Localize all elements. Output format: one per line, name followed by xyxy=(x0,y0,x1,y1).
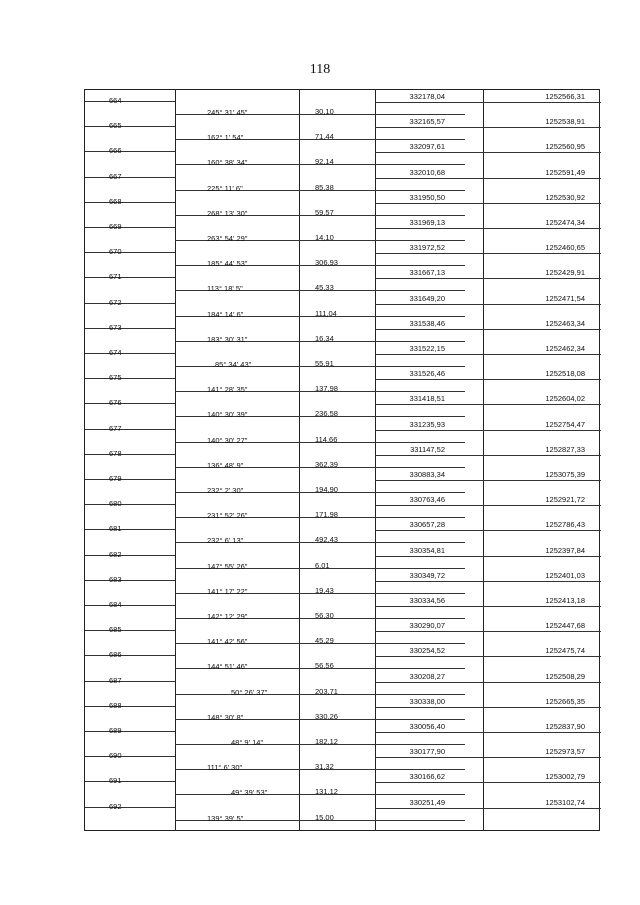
table-row xyxy=(85,745,599,773)
coordinate-y: 1252508,29 xyxy=(545,671,585,681)
table-row xyxy=(85,166,599,191)
bearing-angle: 85° 34' 43" xyxy=(215,360,252,369)
coordinate-x: 330763,46 xyxy=(409,495,445,505)
point-id: 674 xyxy=(109,348,122,357)
table-row xyxy=(85,140,599,168)
point-id: 673 xyxy=(109,322,122,332)
table-row xyxy=(85,216,599,241)
coordinate-y: 1252973,57 xyxy=(545,747,585,757)
segment-distance: 236,58 xyxy=(315,409,338,419)
bearing-angle: 263° 54' 29" xyxy=(207,234,248,243)
coordinate-x: 330657,28 xyxy=(409,520,445,530)
bearing-angle: 49° 39' 53" xyxy=(231,788,268,798)
coordinate-y: 1253102,74 xyxy=(545,797,585,807)
bearing-angle: 225° 11' 6" xyxy=(207,183,243,193)
row-rule xyxy=(375,253,601,254)
row-rule xyxy=(85,555,175,556)
row-rule xyxy=(85,580,175,581)
coordinate-y: 1252462,34 xyxy=(545,344,585,353)
row-rule xyxy=(85,655,175,656)
point-id: 692 xyxy=(109,801,122,811)
row-rule xyxy=(85,252,175,253)
coordinate-y: 1252413,18 xyxy=(545,596,585,605)
row-rule xyxy=(375,329,601,330)
coordinate-x: 331522,15 xyxy=(409,344,445,353)
coordinate-x: 330254,52 xyxy=(409,646,445,656)
row-rule xyxy=(85,504,175,505)
point-id: 687 xyxy=(109,675,122,685)
segment-distance: 56,30 xyxy=(315,611,334,620)
segment-distance: 30,10 xyxy=(315,107,334,116)
row-rule xyxy=(375,581,601,582)
coordinate-x: 331649,20 xyxy=(409,293,445,303)
point-id: 677 xyxy=(109,423,122,433)
coordinate-x: 332097,61 xyxy=(409,142,445,152)
point-id: 672 xyxy=(109,297,122,307)
row-rule xyxy=(85,126,175,127)
coordinate-x: 332010,68 xyxy=(409,167,445,177)
row-rule xyxy=(375,505,601,506)
bearing-angle: 136° 48' 9" xyxy=(207,460,244,470)
coordinate-y: 1252460,65 xyxy=(545,243,585,253)
row-rule xyxy=(85,781,175,782)
point-id: 675 xyxy=(109,373,122,383)
point-id: 684 xyxy=(109,600,122,609)
row-rule xyxy=(375,178,601,179)
bearing-angle: 232° 2' 30" xyxy=(207,486,244,495)
coordinate-y: 1252837,90 xyxy=(545,722,585,731)
bearing-angle: 111° 6' 30" xyxy=(207,763,243,773)
coordinate-table xyxy=(84,89,600,831)
page-number: 118 xyxy=(309,62,331,77)
table-row xyxy=(85,443,599,468)
bearing-angle: 139° 39' 5" xyxy=(207,813,244,823)
coordinate-x: 331972,52 xyxy=(409,243,445,253)
coordinate-y: 1252471,54 xyxy=(545,293,585,303)
coordinate-x: 332178,04 xyxy=(409,92,445,101)
coordinate-x: 330338,00 xyxy=(409,696,445,706)
coordinate-x: 330290,07 xyxy=(409,621,445,631)
bearing-angle: 142° 12' 29" xyxy=(207,612,248,621)
coordinate-x: 330883,34 xyxy=(409,470,445,479)
table-row xyxy=(85,266,599,294)
table-row xyxy=(85,569,599,594)
point-id: 685 xyxy=(109,625,122,635)
bearing-angle: 140° 30' 27" xyxy=(207,435,248,445)
bearing-angle: 162° 1' 54" xyxy=(207,133,244,143)
point-id: 689 xyxy=(109,726,122,735)
row-rule xyxy=(85,202,175,203)
coordinate-y: 1252397,84 xyxy=(545,545,585,555)
row-rule xyxy=(375,682,601,683)
table-row xyxy=(85,695,599,720)
row-rule xyxy=(375,707,601,708)
coordinate-y: 1252518,08 xyxy=(545,369,585,379)
row-rule xyxy=(85,277,175,278)
segment-distance: 55,91 xyxy=(315,359,334,368)
coordinate-x: 330354,81 xyxy=(409,545,445,555)
coordinate-x: 330208,27 xyxy=(409,671,445,681)
row-rule xyxy=(375,354,601,355)
point-id: 668 xyxy=(109,196,122,206)
table-row xyxy=(85,644,599,672)
table-row xyxy=(85,241,599,269)
coordinate-y: 1252921,72 xyxy=(545,495,585,505)
row-rule xyxy=(85,227,175,228)
row-rule xyxy=(85,403,175,404)
row-rule xyxy=(375,203,601,204)
coordinate-y: 1252591,49 xyxy=(545,167,585,177)
row-rule xyxy=(85,378,175,379)
row-rule xyxy=(375,631,601,632)
point-id: 664 xyxy=(109,96,122,105)
segment-distance: 59,57 xyxy=(315,207,334,217)
row-rule xyxy=(375,228,601,229)
coordinate-y: 1252827,33 xyxy=(545,444,585,454)
row-rule xyxy=(85,681,175,682)
bearing-angle: 231° 52' 26" xyxy=(207,511,248,521)
segment-distance: 92,14 xyxy=(315,157,334,167)
row-rule xyxy=(85,353,175,354)
table-row xyxy=(85,292,599,317)
coordinate-y: 1252786,43 xyxy=(545,520,585,530)
table-row xyxy=(85,796,599,821)
segment-distance: 15,00 xyxy=(315,812,334,822)
coordinate-y: 1253002,79 xyxy=(545,772,585,782)
row-rule xyxy=(85,807,175,808)
coordinate-x: 331147,52 xyxy=(410,444,445,454)
coordinate-y: 1252474,34 xyxy=(545,218,585,227)
table-row xyxy=(85,90,599,115)
row-rule xyxy=(375,127,601,128)
bearing-angle: 141° 17' 22" xyxy=(207,586,248,596)
segment-distance: 14,10 xyxy=(315,233,334,242)
coordinate-y: 1252475,74 xyxy=(545,646,585,656)
segment-distance: 19,43 xyxy=(315,585,334,595)
row-rule xyxy=(85,756,175,757)
point-id: 669 xyxy=(109,222,122,231)
bearing-angle: 147° 55' 26" xyxy=(207,561,248,571)
coordinate-y: 1252401,03 xyxy=(545,570,585,580)
point-id: 680 xyxy=(109,499,122,509)
row-rule xyxy=(85,605,175,606)
coordinate-x: 331667,13 xyxy=(409,268,445,278)
row-rule xyxy=(375,379,601,380)
bearing-angle: 148° 30' 8" xyxy=(207,712,244,722)
coordinate-x: 331969,13 xyxy=(409,218,445,227)
coordinate-x: 330251,49 xyxy=(409,797,445,807)
bearing-angle: 50° 26' 37" xyxy=(231,687,268,697)
row-rule xyxy=(375,530,601,531)
coordinate-x: 332165,57 xyxy=(409,117,445,127)
table-row xyxy=(85,670,599,695)
coordinate-x: 330177,90 xyxy=(409,747,445,757)
row-rule xyxy=(85,101,175,102)
row-rule xyxy=(85,706,175,707)
table-row xyxy=(85,544,599,569)
segment-distance: 131,12 xyxy=(315,787,338,797)
row-rule xyxy=(375,656,601,657)
segment-distance: 45,33 xyxy=(315,283,334,293)
coordinate-x: 331538,46 xyxy=(409,318,445,328)
row-rule xyxy=(375,102,601,103)
row-rule xyxy=(85,529,175,530)
coordinate-y: 1253075,39 xyxy=(545,470,585,479)
row-rule xyxy=(375,430,601,431)
coordinate-x: 331235,93 xyxy=(409,419,445,429)
row-rule xyxy=(375,606,601,607)
bearing-angle: 141° 28' 35" xyxy=(207,385,248,395)
bearing-angle: 141° 42' 56" xyxy=(207,637,248,647)
table-row xyxy=(85,493,599,521)
segment-distance: 306,93 xyxy=(315,258,338,268)
coordinate-x: 331526,46 xyxy=(409,369,445,379)
coordinate-y: 1252463,34 xyxy=(545,318,585,328)
coordinate-y: 1252665,35 xyxy=(545,696,585,706)
coordinate-x: 330334,56 xyxy=(409,596,445,605)
row-rule xyxy=(85,479,175,480)
point-id: 688 xyxy=(109,700,122,710)
table-row xyxy=(85,392,599,420)
bearing-angle: 232° 6' 13" xyxy=(207,536,244,546)
coordinate-y: 1252447,68 xyxy=(545,621,585,631)
coordinate-y: 1252566,31 xyxy=(545,92,585,101)
row-rule xyxy=(375,556,601,557)
point-id: 665 xyxy=(109,121,122,131)
row-rule xyxy=(375,808,601,809)
segment-distance: 194,90 xyxy=(315,485,338,494)
coordinate-x: 330166,62 xyxy=(409,772,445,782)
bearing-angle: 140° 30' 39" xyxy=(207,410,248,420)
segment-distance: 362,39 xyxy=(315,459,338,469)
table-row xyxy=(85,518,599,546)
table-row xyxy=(85,342,599,367)
segment-distance: 137,98 xyxy=(315,384,338,394)
row-rule xyxy=(85,630,175,631)
table-row xyxy=(85,115,599,143)
point-id: 678 xyxy=(109,448,122,458)
coordinate-x: 331950,50 xyxy=(409,192,445,202)
point-id: 690 xyxy=(109,751,122,761)
row-rule xyxy=(85,454,175,455)
row-rule xyxy=(375,480,601,481)
bearing-angle: 183° 30' 31" xyxy=(207,334,248,344)
table-row xyxy=(85,191,599,216)
segment-distance: 171,98 xyxy=(315,510,338,520)
row-rule xyxy=(85,177,175,178)
segment-distance: 56,56 xyxy=(315,661,334,671)
segment-distance: 85,38 xyxy=(315,182,334,192)
bearing-angle: 160° 38' 34" xyxy=(207,158,248,168)
point-id: 682 xyxy=(109,549,122,559)
coordinate-x: 331418,51 xyxy=(409,394,445,404)
row-rule xyxy=(375,732,601,733)
point-id: 670 xyxy=(109,247,122,257)
coordinate-y: 1252538,91 xyxy=(545,117,585,127)
segment-distance: 31,32 xyxy=(315,762,334,772)
bearing-angle: 113° 18' 5" xyxy=(207,284,243,294)
point-id: 691 xyxy=(109,776,122,786)
point-id: 681 xyxy=(109,524,122,534)
point-id: 686 xyxy=(109,650,122,660)
point-id: 679 xyxy=(109,474,122,483)
segment-distance: 182,12 xyxy=(315,737,338,746)
segment-distance: 6,01 xyxy=(315,560,330,570)
coordinate-y: 1252560,95 xyxy=(545,142,585,152)
bearing-angle: 144° 51' 46" xyxy=(207,662,248,672)
segment-distance: 16,34 xyxy=(315,333,334,343)
row-rule xyxy=(85,303,175,304)
point-id: 671 xyxy=(109,272,122,282)
table-row xyxy=(85,317,599,342)
segment-distance: 330,26 xyxy=(315,711,338,721)
point-id: 666 xyxy=(109,146,122,156)
row-rule xyxy=(85,328,175,329)
row-rule xyxy=(375,455,601,456)
row-rule xyxy=(375,757,601,758)
table-row xyxy=(85,367,599,395)
coordinate-y: 1252754,47 xyxy=(545,419,585,429)
segment-distance: 71,44 xyxy=(315,132,334,142)
row-rule xyxy=(85,151,175,152)
row-rule xyxy=(85,429,175,430)
row-rule xyxy=(85,731,175,732)
segment-distance: 111,04 xyxy=(315,308,337,318)
point-id: 683 xyxy=(109,574,122,584)
table-row xyxy=(85,418,599,443)
segment-distance: 114,66 xyxy=(315,434,338,444)
table-row xyxy=(85,594,599,619)
table-row xyxy=(85,468,599,493)
bearing-angle: 48° 9' 14" xyxy=(231,738,264,747)
row-rule xyxy=(375,404,601,405)
row-rule xyxy=(375,152,601,153)
point-id: 667 xyxy=(109,171,122,181)
coordinate-x: 330349,72 xyxy=(409,570,445,580)
coordinate-y: 1252429,91 xyxy=(545,268,585,278)
bearing-angle: 184° 14' 6" xyxy=(207,309,244,319)
bearing-angle: 268° 13' 30" xyxy=(207,208,248,218)
segment-distance: 45,29 xyxy=(315,636,334,646)
coordinate-y: 1252604,02 xyxy=(545,394,585,404)
bearing-angle: 185° 44' 53" xyxy=(207,259,248,269)
point-id: 676 xyxy=(109,398,122,408)
coordinate-x: 330056,40 xyxy=(409,722,445,731)
row-rule xyxy=(375,304,601,305)
coordinate-y: 1252530,92 xyxy=(545,192,585,202)
segment-distance: 203,71 xyxy=(315,686,338,696)
segment-distance: 492,43 xyxy=(315,535,338,545)
bearing-angle: 245° 31' 45" xyxy=(207,108,248,117)
table-row xyxy=(85,770,599,798)
table-row xyxy=(85,720,599,745)
row-rule xyxy=(375,278,601,279)
row-rule xyxy=(375,782,601,783)
table-row xyxy=(85,619,599,647)
